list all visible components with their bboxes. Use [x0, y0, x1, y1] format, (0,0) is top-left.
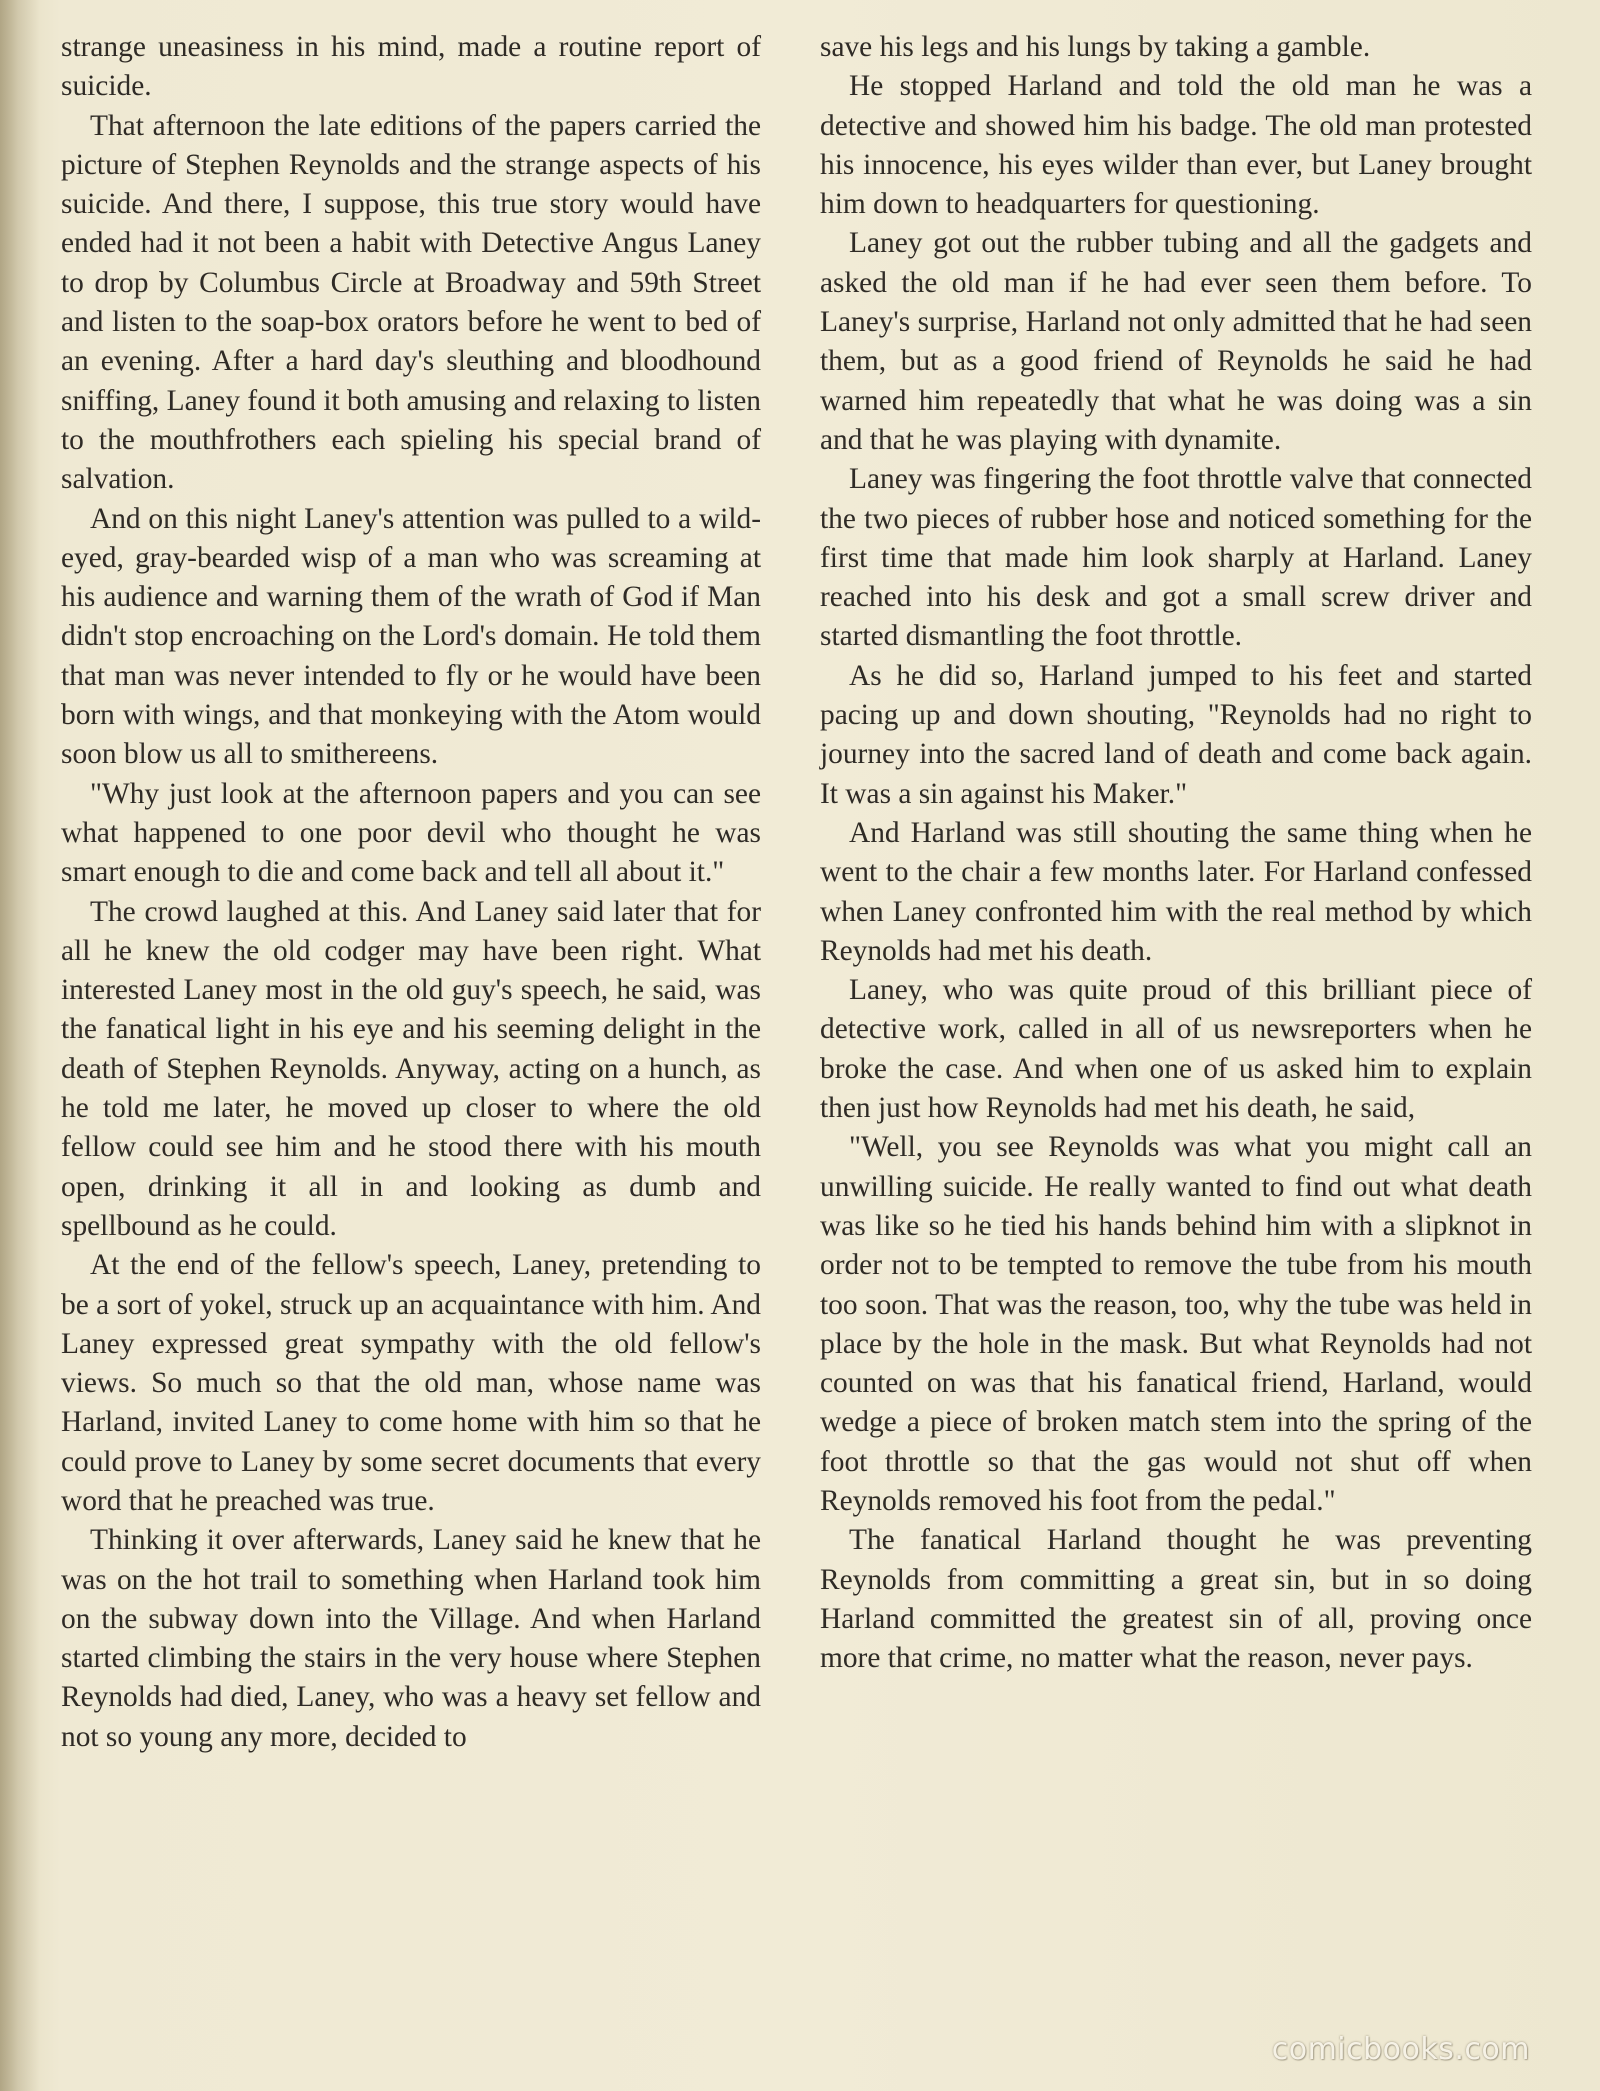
- paragraph: Thinking it over afterwards, Laney said he knew that he was on the hot trail to something when Harland took him on the subway down into the Village. And when Harland started climbing the stairs in the very house where Stephen Reynolds had died, Laney, who was a heavy set fellow and not so young any more, decided to: [61, 1524, 761, 1753]
- paragraph: strange uneasiness in his mind, made a routine report of suicide.: [61, 31, 761, 103]
- paragraph: The crowd laughed at this. And Laney said later that for all he knew the old codger may have been right. What interested Laney most in the old guy's speech, he said, was the fanatical light in his eye and his seeming delight in the death of Stephen Reynolds. Anyway, acting on a hunch, as he told me later, he moved up closer to where the old fellow could see him and he stood there with his mouth open, drinking it all in and looking as dumb and spellbound as he could.: [61, 895, 761, 1242]
- paragraph: save his legs and his lungs by taking a gamble.: [820, 31, 1371, 63]
- paragraph: "Why just look at the afternoon papers and you can see what happened to one poor devil who thought he was smart enough to die and come back and tell all about it.": [61, 777, 761, 889]
- paragraph: At the end of the fellow's speech, Laney, pretending to be a sort of yokel, struck up an acquaintance with him. And Laney expressed great sympathy with the old fellow's views. So much so that the old man, whose name was Harland, invited Laney to come home with him so that he could prove to Laney by some secret documents that every word that he preached was true.: [61, 1249, 761, 1517]
- paragraph: Laney was fingering the foot throttle valve that connected the two pieces of rubber hose and noticed something for the first time that made him look sharply at Harland. Laney reached into his desk and got a small screw driver and started dismantling the foot throttle.: [820, 463, 1532, 653]
- left-text-column: [61, 28, 761, 1757]
- paragraph: As he did so, Harland jumped to his feet and started pacing up and down shouting, "Reynolds had no right to journey into the sacred land of death and come back again. It was a sin against his Maker.": [820, 659, 1532, 810]
- paragraph: Laney got out the rubber tubing and all the gadgets and asked the old man if he had ever seen them before. To Laney's surprise, Harland not only admitted that he had seen them, but as a good friend of Reynolds he said he had warned him repeatedly that what he was doing was a sin and that he was playing with dynamite.: [820, 227, 1532, 456]
- paragraph: That afternoon the late editions of the papers carried the picture of Stephen Reynolds and the strange aspects of his suicide. And there, I suppose, this true story would have ended had it not been a habit with Detective Angus Laney to drop by Columbus Circle at Broadway and 59th Street and listen to the soap-box orators before he went to bed of an evening. After a hard day's sleuthing and bloodhound sniffing, Laney found it both amusing and relaxing to listen to the mouthfrothers each spieling his special brand of salvation.: [61, 109, 761, 496]
- right-text-column: [820, 28, 1532, 1678]
- paragraph: "Well, you see Reynolds was what you might call an unwilling suicide. He really wanted to find out what death was like so he tied his hands behind him with a slipknot in order not to be tempted to remove the tube from his mouth too soon. That was the reason, too, why the tube was held in place by the hole in the mask. But what Reynolds had not counted on was that his fanatical friend, Harland, would wedge a piece of broken match stem into the spring of the foot throttle so that the gas would not shut off when Reynolds removed his foot from the pedal.": [820, 1131, 1532, 1517]
- paragraph: And Harland was still shouting the same thing when he went to the chair a few months later. For Harland confessed when Laney confronted him with the real method by which Reynolds had met his death.: [820, 816, 1532, 967]
- source-watermark: comicbooks.com: [1271, 2032, 1530, 2067]
- paragraph: And on this night Laney's attention was pulled to a wild-eyed, gray-bearded wisp of a man who was screaming at his audience and warning them of the wrath of God if Man didn't stop encroaching on the Lord's domain. He told them that man was never intended to fly or he would have been born with wings, and that monkeying with the Atom would soon blow us all to smithereens.: [61, 502, 761, 771]
- paragraph: He stopped Harland and told the old man he was a detective and showed him his badge. The old man protested his innocence, his eyes wilder than ever, but Laney brought him down to headquarters for questioning.: [820, 70, 1532, 221]
- binding-shadow: [0, 0, 40, 2091]
- paragraph: Laney, who was quite proud of this brilliant piece of detective work, called in all of us newsreporters when he broke the case. And when one of us asked him to explain then just how Reynolds had met his death, he said,: [820, 974, 1532, 1125]
- paragraph: The fanatical Harland thought he was preventing Reynolds from committing a great sin, but in so doing Harland committed the greatest sin of all, proving once more that crime, no matter what the reason, never pays.: [820, 1524, 1532, 1675]
